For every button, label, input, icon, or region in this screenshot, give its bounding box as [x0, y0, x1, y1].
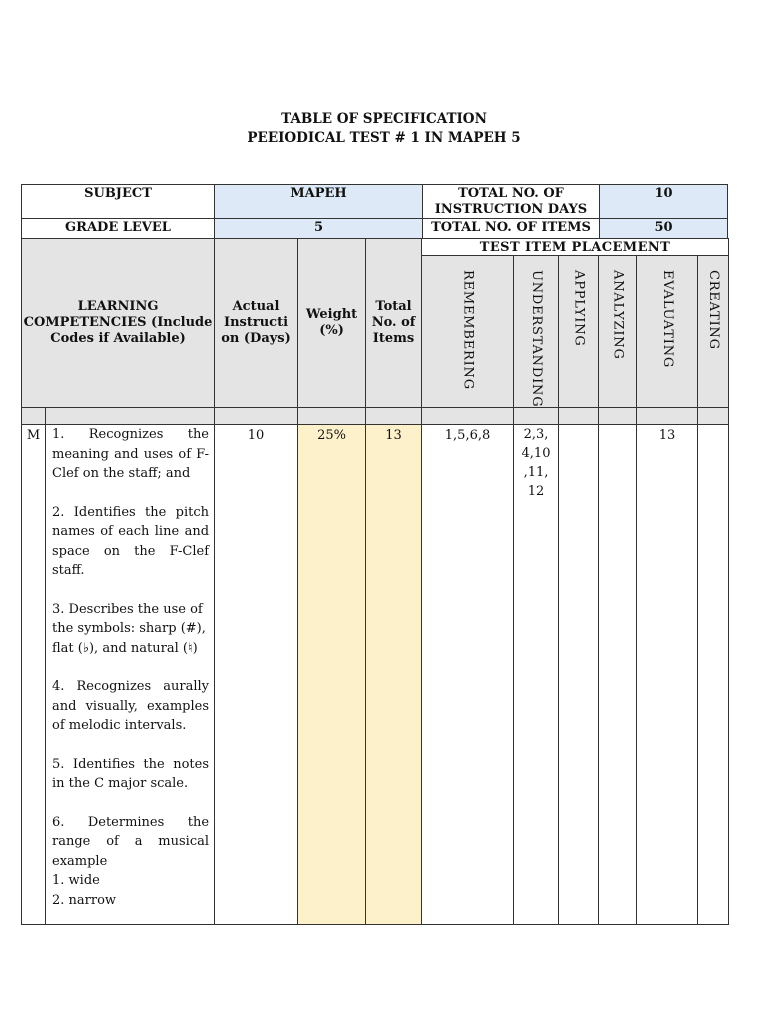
competency-6 — [52, 813, 209, 911]
creating-header: CREATING — [698, 256, 729, 408]
subject-value: MAPEH — [215, 185, 423, 219]
competency-5: 5. Identifies the notes in the C major scale. — [52, 756, 210, 792]
creating-items — [698, 425, 729, 925]
weight-value: 25% — [298, 425, 366, 925]
understanding-items: 2,3, 4,10 ,11, 12 — [514, 425, 559, 925]
test-item-placement-header: TEST ITEM PLACEMENT — [422, 239, 729, 256]
info-table — [21, 184, 728, 239]
table-row — [22, 425, 729, 925]
applying-items — [559, 425, 599, 925]
competency-6-text: 6. Determines the range of a musical example — [52, 814, 210, 869]
analyzing-items — [599, 425, 637, 925]
competency-3: 3. Describes the use of the symbols: sharp (#), flat (♭), and natural (♮) — [52, 601, 206, 656]
evaluating-items: 13 — [637, 425, 698, 925]
days-header: Actual Instructi on (Days) — [215, 239, 298, 408]
days-value: 10 — [215, 425, 298, 925]
grade-level-label: GRADE LEVEL — [22, 219, 215, 239]
analyzing-header: ANALYZING — [599, 256, 637, 408]
competency-list — [46, 425, 215, 925]
instruction-days-value: 10 — [600, 185, 728, 219]
understanding-header: UNDERSTANDING — [514, 256, 559, 408]
remembering-items: 1,5,6,8 — [422, 425, 514, 925]
instruction-days-label: TOTAL NO. OF INSTRUCTION DAYS — [423, 185, 600, 219]
remembering-header: REMEMBERING — [422, 256, 514, 408]
page-title: TABLE OF SPECIFICATION — [281, 111, 487, 127]
evaluating-header: EVALUATING — [637, 256, 698, 408]
total-items-value-cell: 13 — [366, 425, 422, 925]
competency-2: 2. Identifies the pitch names of each line and space on the F-Clef staff. — [52, 504, 210, 579]
total-items-header: Total No. of Items — [366, 239, 422, 408]
total-items-value: 50 — [600, 219, 728, 239]
specification-table — [21, 238, 729, 925]
total-items-label: TOTAL NO. OF ITEMS — [423, 219, 600, 239]
sub-item-wide: 1. wide — [52, 873, 100, 889]
applying-header: APPLYING — [559, 256, 599, 408]
competency-1: 1. Recognizes the meaning and uses of F-Clef on the staff; and — [52, 427, 210, 482]
page-subtitle: PEEIODICAL TEST # 1 IN MAPEH 5 — [247, 130, 521, 146]
competencies-header: LEARNING COMPETENCIES (Include Codes if Available) — [22, 239, 215, 408]
row-code: M — [22, 425, 46, 925]
subject-label: SUBJECT — [22, 185, 215, 219]
competency-4: 4. Recognizes aurally and visually, examples of melodic intervals. — [52, 679, 210, 734]
grade-level-value: 5 — [215, 219, 423, 239]
sub-item-narrow: 2. narrow — [52, 892, 117, 908]
spacer-row — [22, 408, 729, 425]
weight-header: Weight (%) — [298, 239, 366, 408]
